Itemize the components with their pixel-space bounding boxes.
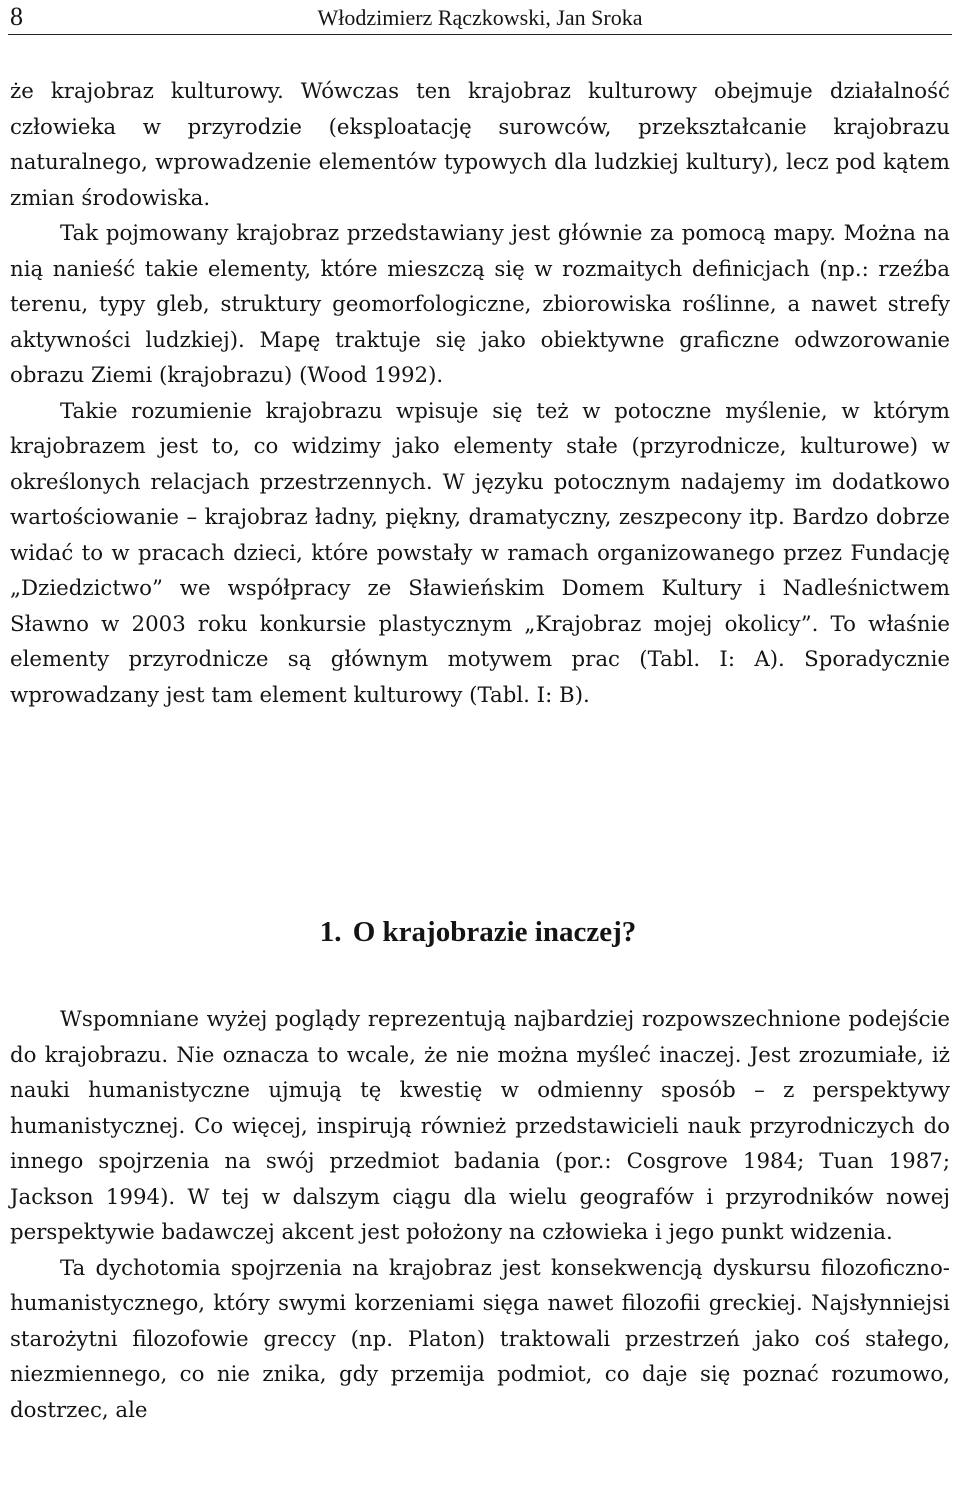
paragraph: Tak pojmowany krajobraz przedstawiany jest głównie za pomocą mapy. Można na nią nanieść takie elementy, które mieszczą się w rozmaitych definicjach (np.: rzeźba terenu, typy gleb, struktury geomorfologiczne, zbiorowiska roślinne, a nawet strefy aktywności ludzkiej). Mapę traktuje się jako obiektywne graficzne odwzorowanie obrazu Ziemi (krajobrazu) (Wood 1992). (10, 221, 950, 388)
paragraph: Wspomniane wyżej poglądy reprezentują najbardziej rozpowszechnione podejście do krajobrazu. Nie oznacza to wcale, że nie można myśleć inaczej. Jest zrozumiałe, iż nauki humanistyczne ujmują tę kwestię w odmienny sposób – z perspektywy humanistycznej. Co więcej, inspirują również przedstawicieli nauk przyrodniczych do innego spojrzenia na swój przedmiot badania (por.: Cosgrove 1984; Tuan 1987; Jackson 1994). W tej w dalszym ciągu dla wielu geografów i przyrodników nowej perspektywie badawczej akcent jest położony na człowieka i jego punkt widzenia. (10, 1007, 950, 1245)
paragraph: Ta dychotomia spojrzenia na krajobraz jest konsekwencją dyskursu filozoficzno-humanistycznego, który swymi korzeniami sięga nawet filozofii greckiej. Najsłynniejsi starożytni filozofowie greccy (np. Platon) traktowali przestrzeń jako coś stałego, niezmiennego, co nie znika, gdy przemija podmiot, co daje się poznać rozumowo, dostrzec, ale (10, 1255, 950, 1423)
section-heading (0, 912, 960, 952)
paragraph-continued: że krajobraz kulturowy. Wówczas ten krajobraz kulturowy obejmuje działalność człowieka w przyrodzie (eksploatację surowców, przekształcanie krajobrazu naturalnego, wprowadzenie elementów typowych dla ludzkiej kultury), lecz pod kątem zmian środowiska. (10, 79, 950, 211)
running-header (8, 0, 952, 35)
text-block-before-heading (10, 74, 950, 713)
running-header-authors: Włodzimierz Rączkowski, Jan Sroka (317, 5, 643, 30)
section-number: 1. (319, 916, 342, 948)
page-number: 8 (10, 2, 23, 31)
text-block-after-heading (10, 1002, 950, 1428)
paragraph: Takie rozumienie krajobrazu wpisuje się też w potoczne myślenie, w którym krajobrazem jest to, co widzimy jako elementy stałe (przyrodnicze, kulturowe) w określonych relacjach przestrzennych. W języku potocznym nadajemy im dodatkowo wartościowanie – krajobraz ładny, piękny, dramatyczny, zeszpecony itp. Bardzo dobrze widać to w pracach dzieci, które powstały w ramach organizowanego przez Fundację „Dziedzictwo” we współpracy ze Sławieńskim Domem Kultury i Nadleśnictwem Sławno w 2003 roku konkursie plastycznym „Krajobraz mojej okolicy”. To właśnie elementy przyrodnicze są głównym motywem prac (Tabl. I: A). Sporadycznie wprowadzany jest tam element kulturowy (Tabl. I: B). (10, 398, 950, 708)
section-title: O krajobrazie inaczej? (352, 916, 637, 948)
